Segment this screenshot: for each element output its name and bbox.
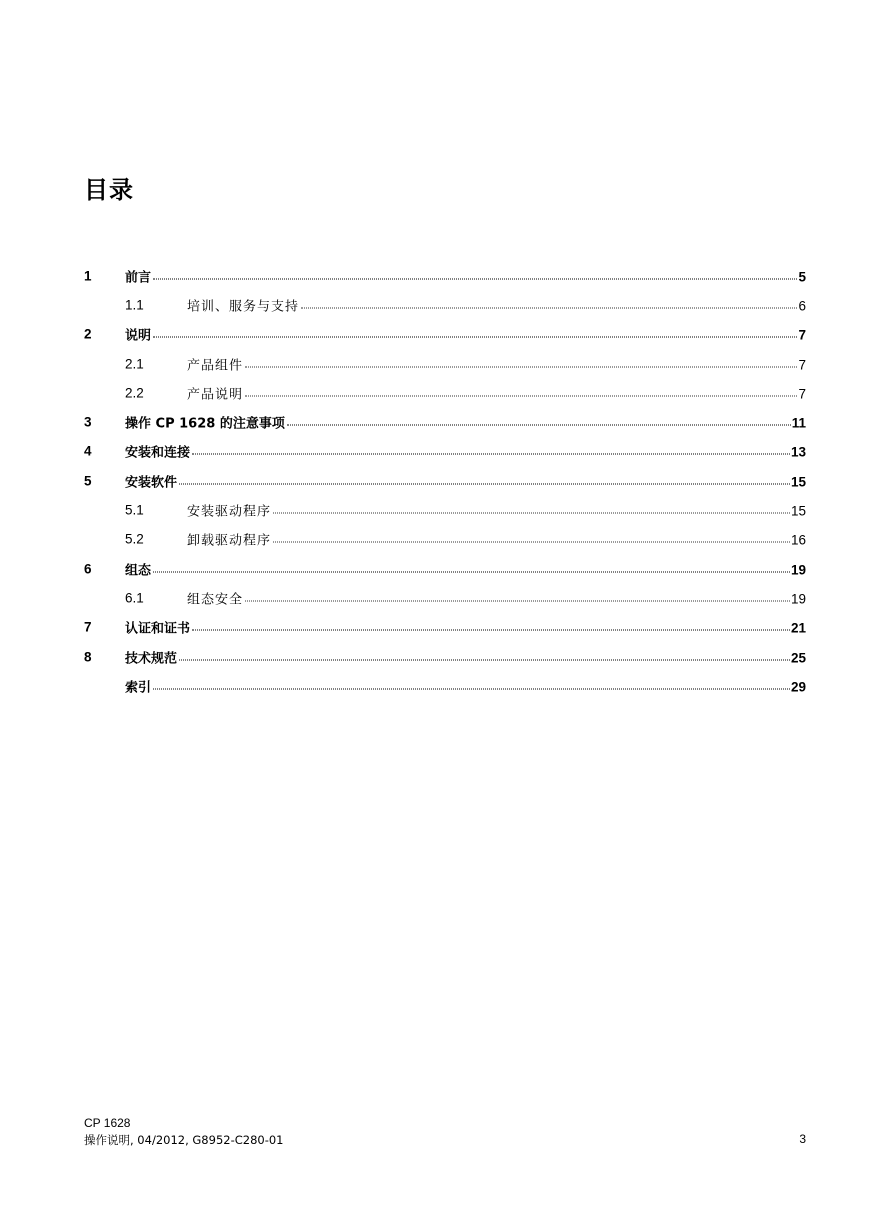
toc-entry[interactable] xyxy=(84,642,806,671)
toc-entry[interactable] xyxy=(84,407,806,436)
toc-entry-title: 索引 xyxy=(125,680,152,696)
toc-entry-number: 5.1 xyxy=(125,502,144,518)
page-title: 目录 xyxy=(84,176,134,204)
toc-entry-title: 说明 xyxy=(125,328,152,344)
toc-entry[interactable] xyxy=(84,261,806,290)
toc-leader xyxy=(192,630,790,631)
toc-entry-number: 6 xyxy=(84,561,92,577)
toc-entry-title: 操作 CP 1628 的注意事项 xyxy=(125,416,285,432)
toc-entry-number: 6.1 xyxy=(125,590,144,606)
toc-entry-title: 安装软件 xyxy=(125,475,178,491)
toc-entry-title: 组态 xyxy=(125,563,152,579)
toc-entry-title: 技术规范 xyxy=(125,651,178,666)
toc-leader xyxy=(153,278,797,279)
toc-entry-number: 3 xyxy=(84,414,92,430)
toc-entry[interactable] xyxy=(84,437,806,466)
toc-leader xyxy=(245,395,797,396)
toc-leader xyxy=(273,542,790,543)
footer-doc-info: 操作说明, 04/2012, G8952-C280-01 xyxy=(84,1133,284,1147)
toc-entry-page: 6 xyxy=(798,298,806,314)
toc-leader xyxy=(273,513,790,514)
toc-entry-number: 7 xyxy=(84,619,92,635)
toc-entry-title: 认证和证书 xyxy=(125,621,191,637)
toc-entry-number: 2.2 xyxy=(125,385,144,401)
toc-entry-number: 1 xyxy=(84,268,92,284)
toc-entry-page: 15 xyxy=(790,474,806,490)
toc-entry-number: 4 xyxy=(84,443,92,459)
toc-leader xyxy=(179,483,790,484)
toc-leader xyxy=(153,337,797,338)
toc-entry-page: 13 xyxy=(790,444,806,460)
toc-entry-page: 19 xyxy=(790,562,806,578)
page-number: 3 xyxy=(799,1132,806,1146)
toc-leader xyxy=(192,454,790,455)
toc-entry-page: 16 xyxy=(790,532,806,548)
toc-entry[interactable] xyxy=(84,554,806,583)
toc-entry-number: 2 xyxy=(84,326,92,342)
toc-entry-page: 29 xyxy=(790,679,806,695)
toc-entry-page: 11 xyxy=(791,415,806,431)
toc-entry-title: 前言 xyxy=(125,270,152,286)
toc-entry-title: 安装驱动程序 xyxy=(187,504,272,520)
toc-entry-number: 5.2 xyxy=(125,531,144,547)
toc-leader xyxy=(245,600,790,601)
toc-entry-title: 卸载驱动程序 xyxy=(187,533,272,549)
toc-entry[interactable] xyxy=(84,525,806,554)
toc-leader xyxy=(301,307,797,308)
toc-entry[interactable] xyxy=(84,320,806,349)
toc-leader xyxy=(245,366,797,367)
toc-entry[interactable] xyxy=(84,290,806,319)
toc-entry[interactable] xyxy=(84,378,806,407)
toc-entry-page: 15 xyxy=(790,503,806,519)
toc-entry-title: 产品组件 xyxy=(187,358,244,374)
toc-entry-page: 7 xyxy=(798,357,806,373)
toc-entry-title: 安装和连接 xyxy=(125,445,191,461)
toc-entry-page: 5 xyxy=(798,269,806,285)
toc-entry[interactable] xyxy=(84,671,806,700)
toc-entry-number: 5 xyxy=(84,473,92,489)
toc-entry-title: 培训、服务与支持 xyxy=(187,299,300,315)
toc-entry-number: 8 xyxy=(84,649,92,664)
toc-leader xyxy=(179,659,790,660)
toc-entry-number: 1.1 xyxy=(125,297,144,313)
toc-leader xyxy=(153,571,790,572)
table-of-contents xyxy=(84,261,806,700)
toc-entry-title: 产品说明 xyxy=(187,387,244,403)
toc-entry-page: 25 xyxy=(790,650,806,665)
toc-entry[interactable] xyxy=(84,613,806,642)
toc-entry[interactable] xyxy=(84,349,806,378)
toc-entry[interactable] xyxy=(84,466,806,495)
toc-leader xyxy=(153,688,790,689)
toc-entry[interactable] xyxy=(84,495,806,524)
toc-entry-title: 组态安全 xyxy=(187,592,244,608)
toc-entry-number: 2.1 xyxy=(125,356,144,372)
footer-product: CP 1628 xyxy=(84,1116,131,1130)
toc-entry-page: 7 xyxy=(798,327,806,343)
page-footer xyxy=(84,1115,284,1149)
toc-entry-page: 21 xyxy=(790,620,806,636)
toc-leader xyxy=(287,425,791,426)
toc-entry-page: 19 xyxy=(790,591,806,607)
toc-entry-page: 7 xyxy=(798,386,806,402)
toc-entry[interactable] xyxy=(84,583,806,612)
